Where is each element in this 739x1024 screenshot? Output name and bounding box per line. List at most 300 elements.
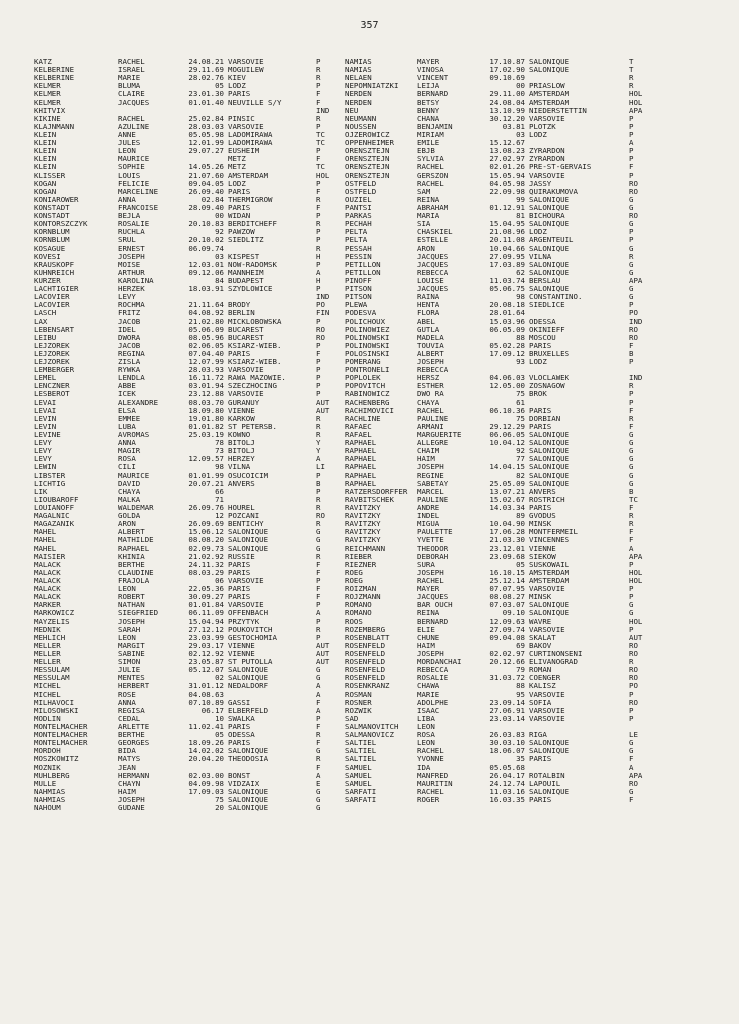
name-entry bbox=[34, 536, 338, 544]
entry-surname: POLINOWSKI bbox=[345, 341, 390, 350]
name-entry bbox=[345, 228, 653, 236]
entry-place: BERSLAU bbox=[529, 276, 561, 285]
entry-place: SALONIQUE bbox=[529, 447, 570, 456]
entry-given: BENJAMIN bbox=[417, 122, 453, 131]
entry-place: KIEV bbox=[228, 74, 246, 83]
entry-given: MENTES bbox=[118, 674, 145, 683]
entry-date: 06.06.05 bbox=[489, 431, 525, 440]
entry-date: 26.09.76 bbox=[188, 504, 224, 513]
name-entry bbox=[345, 626, 653, 634]
entry-given: LEON bbox=[118, 147, 136, 156]
name-entry bbox=[34, 650, 338, 658]
entry-place: VARSOVIE bbox=[228, 366, 264, 375]
entry-surname: KOVESI bbox=[34, 252, 61, 261]
name-entry bbox=[345, 723, 653, 731]
name-entry bbox=[34, 634, 338, 642]
name-entry bbox=[34, 253, 338, 261]
entry-place: OKINIEFF bbox=[529, 325, 565, 334]
entry-given: ADOLPHE bbox=[417, 698, 449, 707]
entry-surname: ORENSZTEJN bbox=[345, 155, 390, 164]
entry-code: F bbox=[316, 739, 321, 748]
entry-given: JOSEPH bbox=[417, 463, 444, 472]
entry-code: P bbox=[316, 487, 321, 496]
entry-place: VARSOVIE bbox=[228, 122, 264, 131]
name-entry bbox=[34, 374, 338, 382]
name-entry bbox=[34, 731, 338, 739]
entry-given: ICEK bbox=[118, 390, 136, 399]
entry-code: R bbox=[316, 74, 321, 83]
entry-date: 35 bbox=[516, 755, 525, 764]
entry-code: G bbox=[629, 431, 634, 440]
entry-surname: KLAJNMANN bbox=[34, 122, 75, 131]
name-entry bbox=[345, 261, 653, 269]
entry-place: KSIARZ-WIEB. bbox=[228, 358, 282, 367]
entry-surname: MAHEL bbox=[34, 528, 57, 537]
entry-surname: OSTFELD bbox=[345, 179, 377, 188]
entry-surname: LEJZOREK bbox=[34, 358, 70, 367]
entry-given: LOUISE bbox=[417, 276, 444, 285]
entry-given: SARAH bbox=[118, 625, 141, 634]
name-entry bbox=[345, 528, 653, 536]
entry-given: MARIA bbox=[417, 212, 440, 221]
entry-surname: NEUMANN bbox=[345, 114, 377, 123]
entry-code: AUT bbox=[316, 658, 330, 667]
entry-given: LEVY bbox=[118, 293, 136, 302]
entry-code: RO bbox=[629, 666, 638, 675]
entry-given: LEON bbox=[118, 585, 136, 594]
entry-place: PARIS bbox=[529, 504, 552, 513]
entry-code: P bbox=[629, 147, 634, 156]
entry-date: 15.05.94 bbox=[489, 171, 525, 180]
entry-date: 20 bbox=[215, 804, 224, 813]
entry-date: 26.03.83 bbox=[489, 731, 525, 740]
name-entry bbox=[34, 488, 338, 496]
name-entry bbox=[345, 707, 653, 715]
name-entry bbox=[345, 577, 653, 585]
name-entry bbox=[345, 585, 653, 593]
entry-code: AUT bbox=[316, 649, 330, 658]
entry-place: POUKOVITCH bbox=[228, 625, 273, 634]
entry-place: VARSOVIE bbox=[228, 577, 264, 585]
entry-given: SIA bbox=[417, 220, 431, 229]
page-number: 357 bbox=[360, 20, 379, 31]
entry-given: JULES bbox=[118, 139, 141, 148]
name-entry bbox=[345, 269, 653, 277]
entry-date bbox=[180, 293, 228, 301]
entry-given: JOSEPH bbox=[417, 358, 444, 367]
entry-date: 25.05.09 bbox=[489, 479, 525, 488]
entry-date: 02.01.26 bbox=[489, 163, 525, 172]
entry-date: 02.03.00 bbox=[188, 771, 224, 780]
entry-place: LODZ bbox=[228, 179, 246, 188]
entry-place: VARSOVIE bbox=[529, 706, 565, 715]
entry-date: 22.09.98 bbox=[489, 187, 525, 196]
entry-given: BERNARD bbox=[417, 90, 449, 99]
name-entry bbox=[345, 561, 653, 569]
entry-place: OSUCOICIM bbox=[228, 471, 269, 480]
entry-surname: MONTELMACHER bbox=[34, 731, 88, 740]
name-entry bbox=[34, 804, 338, 812]
entry-place bbox=[529, 74, 629, 82]
entry-code: G bbox=[629, 463, 634, 472]
entry-code: AUT bbox=[316, 641, 330, 650]
name-entry bbox=[345, 342, 653, 350]
name-entry bbox=[34, 58, 338, 66]
entry-date: 05.12.07 bbox=[188, 666, 224, 675]
entry-given: MATYS bbox=[118, 755, 141, 764]
entry-code: T bbox=[629, 58, 634, 66]
entry-surname: MAHEL bbox=[34, 544, 57, 553]
entry-code: P bbox=[629, 228, 634, 237]
name-entry bbox=[345, 285, 653, 293]
name-entry bbox=[345, 699, 653, 707]
entry-surname: RACHIMOVICI bbox=[345, 406, 394, 415]
entry-given: CHAIM bbox=[417, 447, 440, 456]
entry-surname: KONSTADT bbox=[34, 203, 70, 212]
entry-given: BEJLA bbox=[118, 212, 141, 221]
entry-date: 19.01.80 bbox=[188, 414, 224, 423]
name-entry bbox=[34, 609, 338, 617]
entry-surname: RAVITZKY bbox=[345, 504, 381, 513]
entry-place: SUSKOWAIL bbox=[529, 560, 570, 569]
entry-surname: ROSENFELD bbox=[345, 641, 386, 650]
entry-surname: POLICHOUX bbox=[345, 317, 386, 326]
name-entry bbox=[34, 212, 338, 220]
entry-surname: LACOVIER bbox=[34, 301, 70, 310]
entry-code: P bbox=[316, 633, 321, 642]
entry-place: SALONIQUE bbox=[529, 439, 570, 448]
entry-given: CLAIRE bbox=[118, 90, 145, 99]
entry-place: NOW-RADOMSK bbox=[228, 260, 277, 269]
name-entry bbox=[34, 261, 338, 269]
entry-place: PARIS bbox=[228, 349, 251, 358]
name-entry bbox=[34, 707, 338, 715]
entry-date: 28.03.93 bbox=[188, 366, 224, 375]
entry-code: F bbox=[316, 568, 321, 577]
entry-date: 92 bbox=[215, 228, 224, 237]
entry-code: P bbox=[316, 147, 321, 156]
entry-place: AMSTERDAM bbox=[529, 90, 570, 99]
entry-code: G bbox=[316, 666, 321, 675]
entry-date: 09.04.05 bbox=[188, 179, 224, 188]
entry-given: RACHEL bbox=[417, 163, 444, 172]
entry-place: SALONIQUE bbox=[529, 747, 570, 756]
name-entry bbox=[34, 163, 338, 171]
entry-place: PARIS bbox=[529, 755, 552, 764]
entry-given: ALBERT bbox=[417, 349, 444, 358]
name-entry bbox=[34, 626, 338, 634]
entry-given: BENNY bbox=[417, 106, 440, 115]
entry-date: 20.11.08 bbox=[489, 236, 525, 245]
entry-given: ALEXANDRE bbox=[118, 398, 159, 407]
entry-surname: LEJZOREK bbox=[34, 349, 70, 358]
entry-date: 14.05.26 bbox=[188, 163, 224, 172]
name-entry bbox=[345, 358, 653, 366]
entry-given: MAYER bbox=[417, 58, 440, 66]
entry-given: CHUNE bbox=[417, 633, 440, 642]
entry-code: F bbox=[316, 349, 321, 358]
entry-given: VINOSA bbox=[417, 66, 444, 75]
entry-given: BLUMA bbox=[118, 82, 141, 91]
entry-code: R bbox=[316, 731, 321, 740]
entry-date: 30.03.10 bbox=[489, 739, 525, 748]
entry-date: 31.01.12 bbox=[188, 682, 224, 691]
name-entry bbox=[34, 285, 338, 293]
entry-place: PARIS bbox=[529, 406, 552, 415]
entry-given: RACHEL bbox=[417, 747, 444, 756]
entry-surname: SARFATI bbox=[345, 787, 377, 796]
name-entry bbox=[345, 123, 653, 131]
name-entry bbox=[345, 99, 653, 107]
entry-surname: MUHLBERG bbox=[34, 771, 70, 780]
entry-given: JACQUES bbox=[417, 252, 449, 261]
name-entry bbox=[345, 188, 653, 196]
entry-given: REINA bbox=[417, 609, 440, 618]
entry-date: 07.04.40 bbox=[188, 349, 224, 358]
entry-given: ZISLA bbox=[118, 358, 141, 367]
entry-code bbox=[629, 366, 653, 374]
entry-given: REINA bbox=[417, 195, 440, 204]
entry-surname: ROSENBLATT bbox=[345, 633, 390, 642]
entry-code: RO bbox=[629, 674, 638, 683]
entry-place: MANNHEIM bbox=[228, 268, 264, 277]
entry-place: NEUVILLE S/Y bbox=[228, 98, 282, 107]
entry-place: WAVRE bbox=[529, 617, 552, 626]
entry-given: MAURICE bbox=[118, 155, 150, 164]
entry-surname: MARKOWICZ bbox=[34, 609, 75, 618]
entry-code: R bbox=[316, 422, 321, 431]
entry-given: SOPHIE bbox=[118, 163, 145, 172]
entry-given: ANNA bbox=[118, 439, 136, 448]
name-entry bbox=[34, 764, 338, 772]
entry-place: SALONIQUE bbox=[228, 536, 269, 545]
entry-surname: ROEG bbox=[345, 568, 363, 577]
name-entry bbox=[34, 188, 338, 196]
entry-given: LEIJA bbox=[417, 82, 440, 91]
entry-place: VARSOVIE bbox=[228, 390, 264, 399]
entry-code: AUT bbox=[629, 633, 643, 642]
entry-given: LEON bbox=[417, 722, 435, 731]
entry-given: DAVID bbox=[118, 479, 141, 488]
name-entry bbox=[34, 674, 338, 682]
entry-code: G bbox=[629, 455, 634, 464]
entry-given: AVROMAS bbox=[118, 431, 150, 440]
entry-surname: NELAEN bbox=[345, 74, 372, 83]
entry-date: 13.07.21 bbox=[489, 487, 525, 496]
entry-place: SZECZHOCING bbox=[228, 382, 277, 391]
entry-date bbox=[180, 764, 228, 772]
entry-place: COENGER bbox=[529, 674, 561, 683]
entry-code: A bbox=[629, 139, 634, 148]
entry-code: G bbox=[629, 285, 634, 294]
entry-date: 12.09.57 bbox=[188, 455, 224, 464]
name-entry bbox=[345, 301, 653, 309]
entry-surname: NAHOUM bbox=[34, 804, 61, 813]
name-entry bbox=[34, 277, 338, 285]
entry-given: DWORA bbox=[118, 333, 141, 342]
entry-date: 12.09.63 bbox=[489, 617, 525, 626]
entry-place: VARSOVIE bbox=[228, 58, 264, 66]
entry-given: BETSY bbox=[417, 98, 440, 107]
entry-given: JACOB bbox=[118, 317, 141, 326]
entry-place: BITOLJ bbox=[228, 447, 255, 456]
name-entry bbox=[34, 512, 338, 520]
entry-place: SALONIQUE bbox=[529, 203, 570, 212]
entry-surname: ORENSZTEJN bbox=[345, 163, 390, 172]
entry-place: PARIS bbox=[228, 560, 251, 569]
entry-date: 23.12.88 bbox=[188, 390, 224, 399]
entry-place: VARSOVIE bbox=[228, 601, 264, 610]
name-entry bbox=[345, 658, 653, 666]
entry-surname: MALACK bbox=[34, 568, 61, 577]
entry-surname: RAFAEC bbox=[345, 422, 372, 431]
entry-surname: MODLIN bbox=[34, 714, 61, 723]
entry-place: PINSIC bbox=[228, 114, 255, 123]
entry-surname: SALMANOVITCH bbox=[345, 722, 399, 731]
entry-code: AUT bbox=[316, 406, 330, 415]
entry-code: APA bbox=[629, 106, 643, 115]
entry-surname: RAPHAEL bbox=[345, 479, 377, 488]
entry-surname: KONIAROWER bbox=[34, 195, 79, 204]
entry-given: ARLETTE bbox=[118, 722, 150, 731]
entry-surname: MARKER bbox=[34, 601, 61, 610]
entry-code: R bbox=[316, 431, 321, 440]
name-entry bbox=[345, 618, 653, 626]
name-entry bbox=[34, 666, 338, 674]
entry-given: SURA bbox=[417, 560, 435, 569]
entry-place bbox=[529, 309, 629, 317]
entry-surname: LACHTIGIER bbox=[34, 285, 79, 294]
entry-place bbox=[228, 488, 316, 496]
name-entry bbox=[345, 601, 653, 609]
entry-code: G bbox=[629, 609, 634, 618]
name-entry bbox=[34, 407, 338, 415]
entry-date: 98 bbox=[215, 463, 224, 472]
entry-place: AMSTERDAM bbox=[529, 568, 570, 577]
entry-date: 04.06.03 bbox=[489, 374, 525, 383]
entry-date: 23.12.01 bbox=[489, 544, 525, 553]
entry-place: PARIS bbox=[529, 341, 552, 350]
entry-code: F bbox=[316, 698, 321, 707]
name-entry bbox=[345, 480, 653, 488]
entry-date: 05.06.09 bbox=[188, 325, 224, 334]
name-entry bbox=[345, 593, 653, 601]
entry-surname: RAFAEL bbox=[345, 431, 372, 440]
name-entry bbox=[345, 172, 653, 180]
entry-code: G bbox=[316, 528, 321, 537]
entry-code: R bbox=[316, 495, 321, 504]
entry-code: RO bbox=[629, 779, 638, 788]
entry-date: 17.09.03 bbox=[188, 787, 224, 796]
entry-place: NEDALDORF bbox=[228, 682, 269, 691]
entry-date: 06 bbox=[215, 577, 224, 585]
entry-code: R bbox=[629, 658, 634, 667]
entry-code: G bbox=[629, 195, 634, 204]
entry-surname: RATZERSDORFFER bbox=[345, 487, 408, 496]
entry-date: 27.09.95 bbox=[489, 252, 525, 261]
entry-given: YVONNE bbox=[417, 755, 444, 764]
entry-surname: NEU bbox=[345, 106, 359, 115]
entry-date: 81 bbox=[516, 212, 525, 221]
name-entry bbox=[345, 650, 653, 658]
entry-code: F bbox=[629, 536, 634, 545]
entry-date: 05 bbox=[215, 731, 224, 740]
name-entry bbox=[34, 326, 338, 334]
entry-given: IDEL bbox=[118, 325, 136, 334]
entry-given: SAM bbox=[417, 187, 431, 196]
entry-code: G bbox=[316, 544, 321, 553]
entry-code: G bbox=[629, 244, 634, 253]
entry-code: F bbox=[629, 755, 634, 764]
entry-place: OFFENBACH bbox=[228, 609, 269, 618]
entry-code: R bbox=[316, 244, 321, 253]
entry-given: SABETAY bbox=[417, 479, 449, 488]
entry-surname: PETILLON bbox=[345, 268, 381, 277]
entry-code: PO bbox=[629, 309, 638, 318]
name-entry bbox=[345, 204, 653, 212]
entry-code: P bbox=[316, 390, 321, 399]
entry-surname: LAX bbox=[34, 317, 48, 326]
entry-code: RO bbox=[629, 641, 638, 650]
entry-code: F bbox=[629, 528, 634, 537]
entry-code: A bbox=[316, 706, 321, 715]
name-entry bbox=[345, 309, 653, 317]
entry-given: IDA bbox=[417, 763, 431, 772]
entry-code: F bbox=[629, 422, 634, 431]
entry-place: ROMAN bbox=[529, 666, 552, 675]
name-entry bbox=[34, 90, 338, 98]
entry-date: 02.02.97 bbox=[489, 649, 525, 658]
entry-surname: SALTIEL bbox=[345, 747, 377, 756]
entry-code: P bbox=[316, 317, 321, 326]
entry-date: 01.12.91 bbox=[489, 203, 525, 212]
entry-surname: NAHMIAS bbox=[34, 795, 66, 804]
entry-surname: RAVITZKY bbox=[345, 520, 381, 529]
name-entry bbox=[34, 601, 338, 609]
entry-surname: KHITVIX bbox=[34, 106, 66, 115]
entry-given: JOSEPH bbox=[118, 617, 145, 626]
entry-surname: MILOSOWSKI bbox=[34, 706, 79, 715]
entry-code: G bbox=[629, 601, 634, 610]
entry-date: 06.17 bbox=[201, 706, 224, 715]
name-entry bbox=[34, 334, 338, 342]
entry-date: 02.09.73 bbox=[188, 544, 224, 553]
name-entry bbox=[34, 301, 338, 309]
name-entry bbox=[345, 439, 653, 447]
entry-date: 28.01.64 bbox=[489, 309, 525, 318]
entry-given: RUCHLA bbox=[118, 228, 145, 237]
entry-given: HAIM bbox=[417, 641, 435, 650]
entry-place: PARIS bbox=[228, 90, 251, 99]
entry-place: JASSY bbox=[529, 179, 552, 188]
entry-given: ALBERT bbox=[118, 528, 145, 537]
name-entry bbox=[34, 545, 338, 553]
entry-surname: KOGAN bbox=[34, 187, 57, 196]
entry-surname: MALACK bbox=[34, 577, 61, 585]
entry-place: KOWNO bbox=[228, 431, 251, 440]
name-entry bbox=[345, 318, 653, 326]
entry-given: JULIE bbox=[118, 666, 141, 675]
entry-place: CONSTANTINO. bbox=[529, 293, 583, 302]
entry-place: DORBIAN bbox=[529, 414, 561, 423]
entry-date: 01.01.84 bbox=[188, 601, 224, 610]
entry-code: RO bbox=[316, 325, 325, 334]
name-entry bbox=[345, 772, 653, 780]
entry-code: G bbox=[629, 220, 634, 229]
entry-given: JOSEPH bbox=[118, 252, 145, 261]
name-entry bbox=[345, 245, 653, 253]
name-entry bbox=[345, 326, 653, 334]
